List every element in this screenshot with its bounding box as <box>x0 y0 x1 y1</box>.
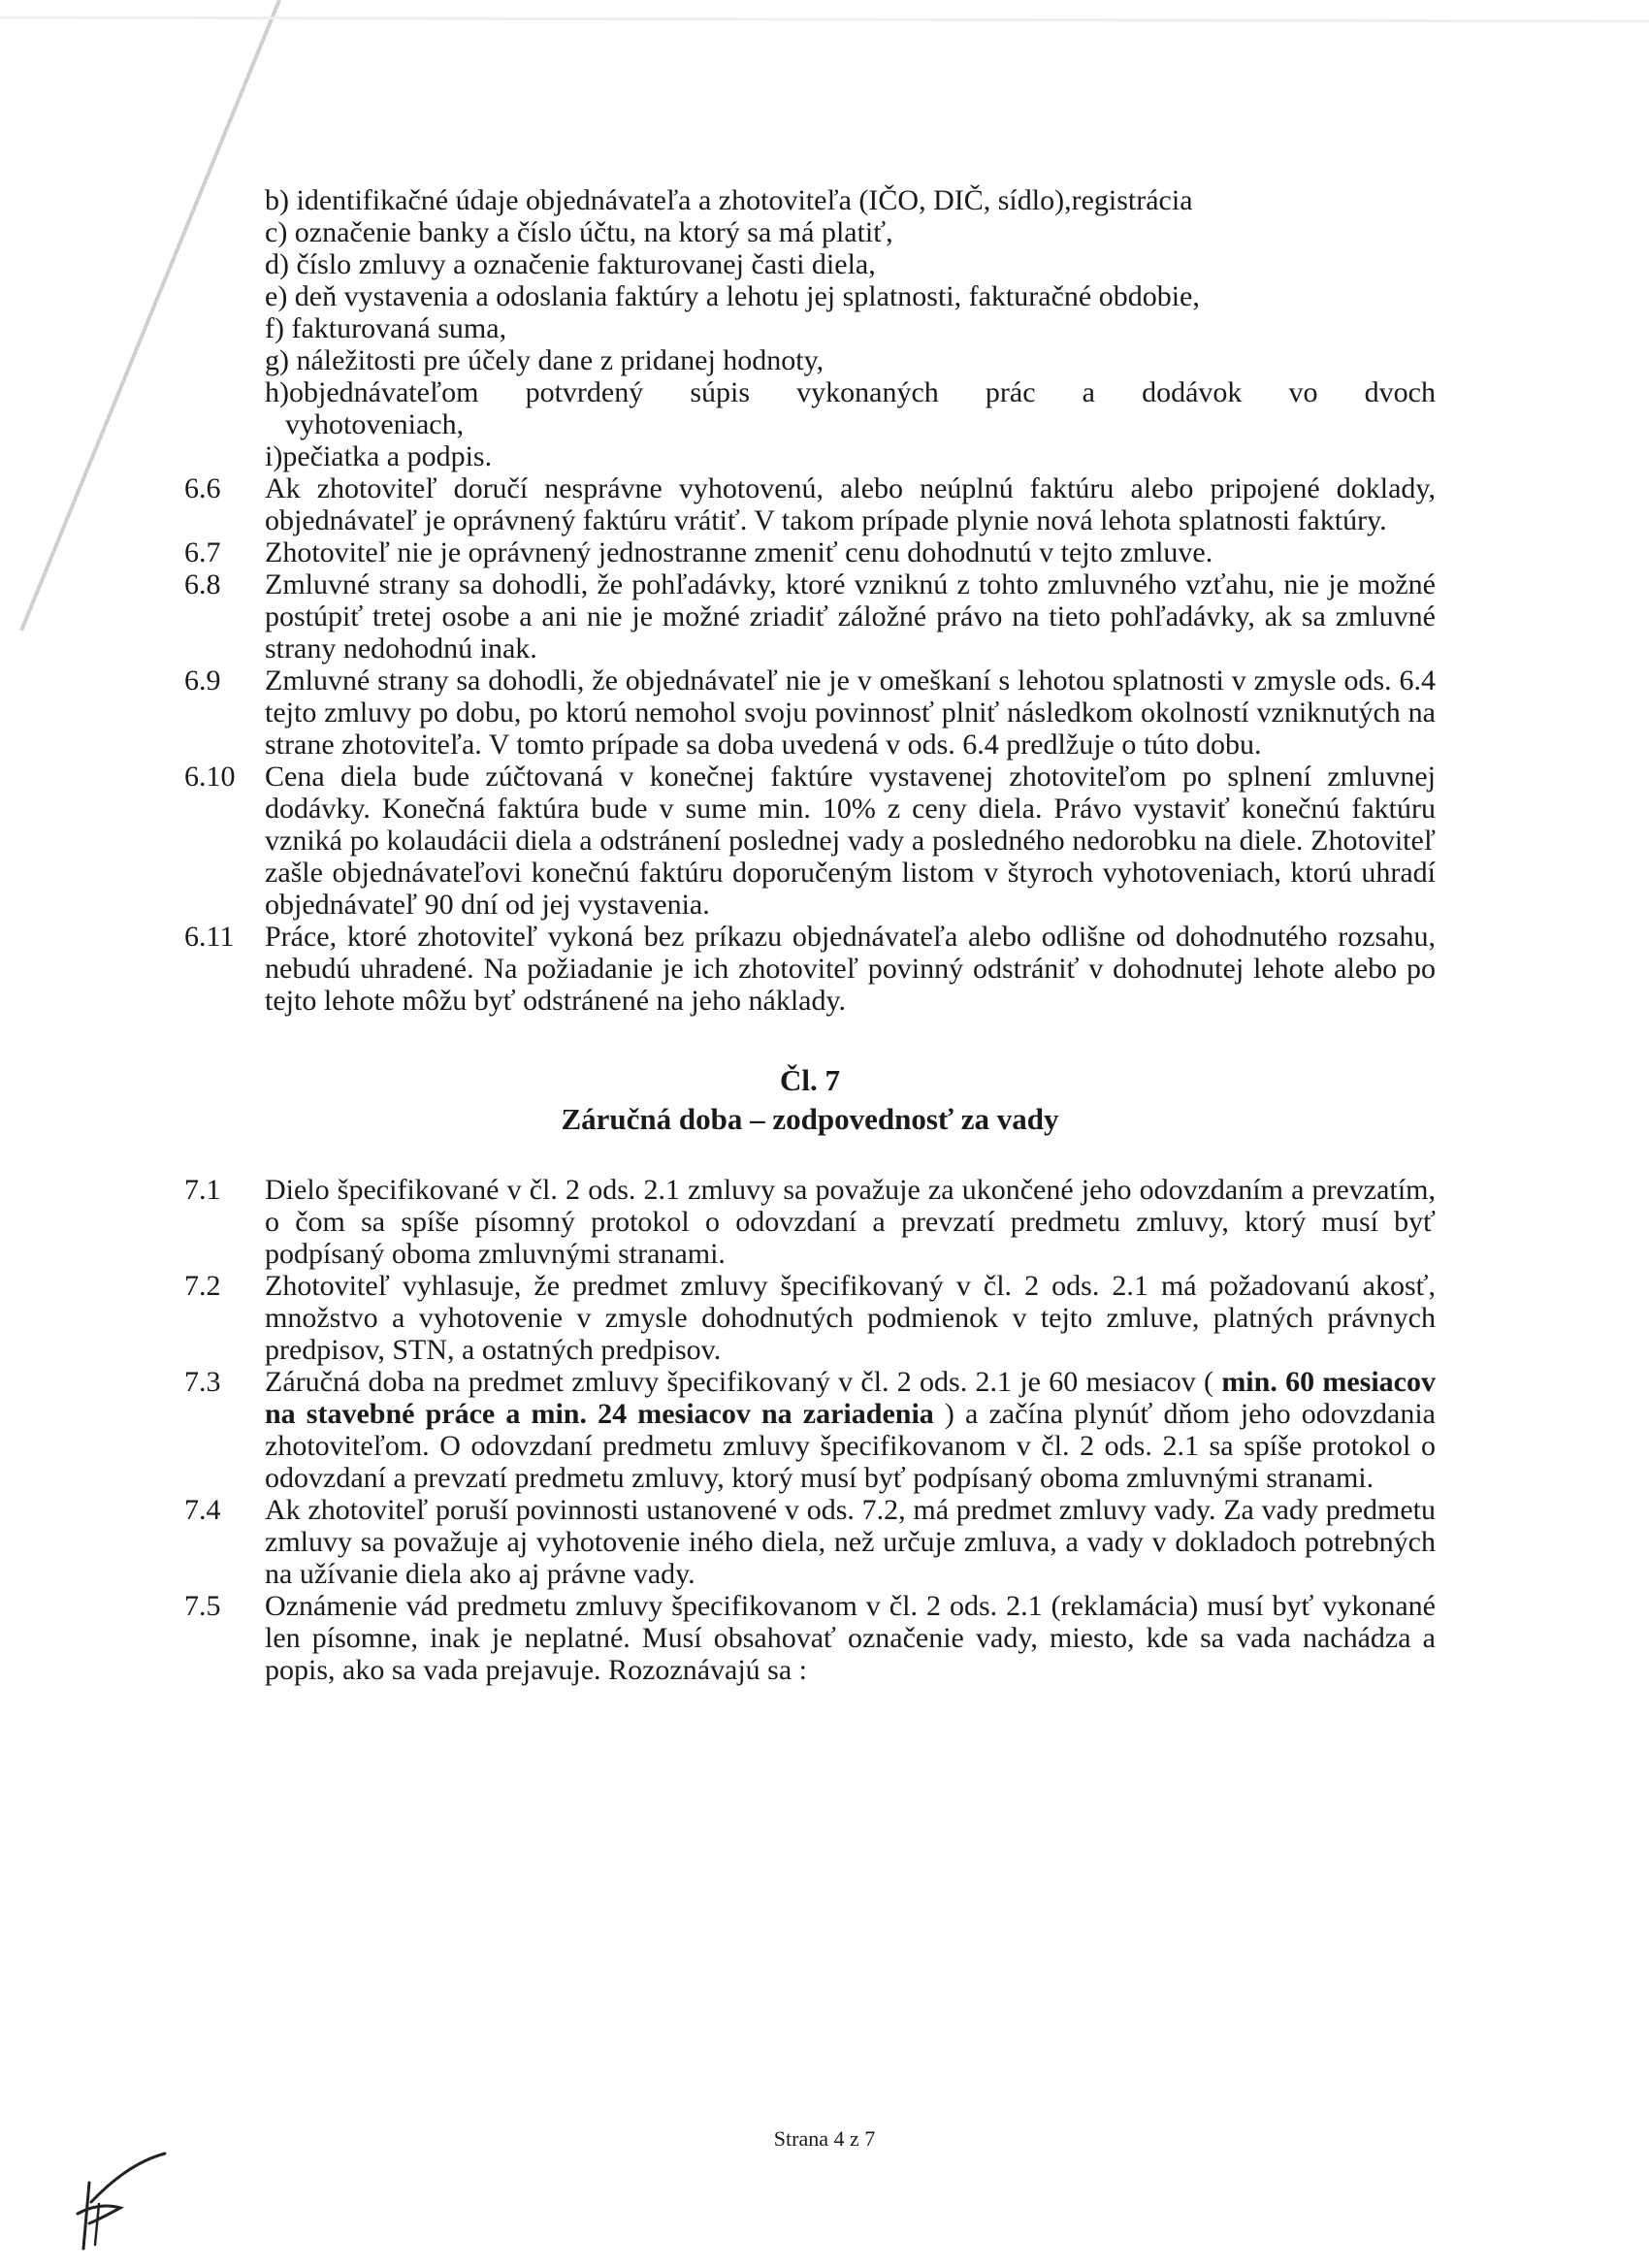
page-footer: Strana 4 z 7 <box>773 2126 876 2151</box>
clauses-article-7 <box>184 1174 1436 1686</box>
list-item-b: b) identifikačné údaje objednávateľa a zhotoviteľa (IČO, DIČ, sídlo),registrácia <box>265 184 1193 216</box>
article-number: Čl. 7 <box>780 1063 840 1097</box>
clause <box>184 536 1436 568</box>
list-item-f: f) fakturovaná suma, <box>265 312 507 344</box>
clause <box>184 1494 1436 1590</box>
clause-text: Zhotoviteľ vyhlasuje, že predmet zmluvy špecifikovaný v čl. 2 ods. 2.1 má požadovanú akosť, množstvo a vyhotovenie v zmysle dohodnutých podmienok v tejto zmluve, platných právnych predpisov, STN, a ostatných predpisov. <box>265 1270 1436 1366</box>
clause <box>184 664 1436 761</box>
clause-number: 6.6 <box>184 472 221 504</box>
clause <box>184 1174 1436 1270</box>
clause-text: Ak zhotoviteľ poruší povinnosti ustanovené v ods. 7.2, má predmet zmluvy vady. Za vady predmetu zmluvy sa považuje aj vyhotovenie iného diela, než určuje zmluva, a vady v dokladoch potrebných na užívanie diela ako aj právne vady. <box>265 1494 1436 1590</box>
clause <box>184 472 1436 536</box>
list-item-g: g) náležitosti pre účely dane z pridanej hodnoty, <box>265 344 824 376</box>
clause-text: Ak zhotoviteľ doručí nesprávne vyhotovenú, alebo neúplnú faktúru alebo pripojené doklady, objednávateľ je oprávnený faktúru vrátiť. V takom prípade plynie nová lehota splatnosti faktúry. <box>265 472 1436 536</box>
signature-initials <box>70 2144 186 2251</box>
clause-number: 6.8 <box>184 568 221 600</box>
article-title: Záručná doba – zodpovednosť za vady <box>561 1102 1059 1136</box>
clause <box>184 568 1436 664</box>
clause <box>184 1270 1436 1366</box>
list-item-i: i)pečiatka a podpis. <box>265 440 493 472</box>
list-item-e: e) deň vystavenia a odoslania faktúry a lehotu jej splatnosti, fakturačné obdobie, <box>265 280 1200 312</box>
clause-text-bold: min. 60 mesiacov na stavebné práce a min. 24 mesiacov na zariadenia <box>265 1366 1436 1430</box>
clause <box>184 921 1436 1017</box>
clause-text: Oznámenie vád predmetu zmluvy špecifikovanom v čl. 2 ods. 2.1 (reklamácia) musí byť vykonané len písomne, inak je neplatné. Musí obsahovať označenie vady, miesto, kde sa vada nachádza a popis, ako sa vada prejavuje. Rozoznávajú sa : <box>265 1590 1436 1686</box>
clause-text: Dielo špecifikované v čl. 2 ods. 2.1 zmluvy sa považuje za ukončené jeho odovzdaním a prevzatím, o čom sa spíše písomný protokol o odovzdaní a prevzatí predmetu zmluvy, ktorý musí byť podpísaný oboma zmluvnými stranami. <box>265 1174 1436 1270</box>
clause-number: 6.7 <box>184 536 221 568</box>
clause-text: Cena diela bude zúčtovaná v konečnej faktúre vystavenej zhotoviteľom po splnení zmluvnej dodávky. Konečná faktúra bude v sume min. 10% z ceny diela. Právo vystaviť konečnú faktúru vzniká po kolaudácii diela a odstránení poslednej vady a posledného nedorobku na diele. Zhotoviteľ zašle objednávateľovi konečnú faktúru doporučeným listom v štyroch vyhotoveniach, ktorú uhradí objednávateľ 90 dní od jej vystavenia. <box>265 761 1436 921</box>
clause <box>184 1366 1436 1494</box>
invoice-requirements-list <box>265 184 1436 472</box>
clause-text: Zmluvné strany sa dohodli, že pohľadávky, ktoré vzniknú z tohto zmluvného vzťahu, nie je možné postúpiť tretej osobe a ani nie je možné zriadiť záložné právo na tieto pohľadávky, ak sa zmluvné strany nedohodnú inak. <box>265 568 1436 664</box>
clause-number: 6.11 <box>184 921 235 953</box>
clause-number: 7.4 <box>184 1494 221 1526</box>
clause-text-post: ) a začína plynúť dňom jeho odovzdania zhotoviteľom. O odovzdaní predmetu zmluvy špecifikovanom v čl. 2 ods. 2.1 sa spíše protokol o odovzdaní a prevzatí predmetu zmluvy, ktorý musí byť podpísaný oboma zmluvnými stranami. <box>265 1398 1436 1494</box>
clause-number: 7.3 <box>184 1366 221 1398</box>
list-item-h-line2: vyhotoveniach, <box>285 408 465 440</box>
spacer <box>184 1017 1436 1061</box>
clause-text-pre: Záručná doba na predmet zmluvy špecifikovaný v čl. 2 ods. 2.1 je 60 mesiacov ( <box>265 1366 1214 1398</box>
clause-number: 6.10 <box>184 761 236 793</box>
clause <box>184 1590 1436 1686</box>
clauses-article-6 <box>184 472 1436 1017</box>
list-item-c: c) označenie banky a číslo účtu, na ktorý sa má platiť, <box>265 216 893 248</box>
spacer <box>184 1139 1436 1174</box>
list-item-h-line1: h)objednávateľom potvrdený súpis vykonaných prác a dodávok vo dvoch <box>265 376 1436 408</box>
clause-number: 7.5 <box>184 1590 221 1622</box>
clause-text: Práce, ktoré zhotoviteľ vykoná bez príkazu objednávateľa alebo odlišne od dohodnutého rozsahu, nebudú uhradené. Na požiadanie je ich zhotoviteľ povinný odstrániť v dohodnutej lehote alebo po tejto lehote môžu byť odstránené na jeho náklady. <box>265 921 1436 1017</box>
list-item-d: d) číslo zmluvy a označenie fakturovanej časti diela, <box>265 248 876 280</box>
clause-number: 7.2 <box>184 1270 221 1302</box>
clause <box>184 761 1436 921</box>
clause-text <box>265 1366 1436 1494</box>
clause-number: 7.1 <box>184 1174 221 1206</box>
clause-number: 6.9 <box>184 664 221 697</box>
document-body <box>184 184 1436 1686</box>
clause-text: Zmluvné strany sa dohodli, že objednávateľ nie je v omeškaní s lehotou splatnosti v zmysle ods. 6.4 tejto zmluvy po dobu, po ktorú nemohol svoju povinnosť plniť následkom okolností vzniknutých na strane zhotoviteľa. V tomto prípade sa doba uvedená v ods. 6.4 predlžuje o túto dobu. <box>265 664 1436 761</box>
clause-text: Zhotoviteľ nie je oprávnený jednostranne zmeniť cenu dohodnutú v tejto zmluve. <box>265 536 1213 568</box>
